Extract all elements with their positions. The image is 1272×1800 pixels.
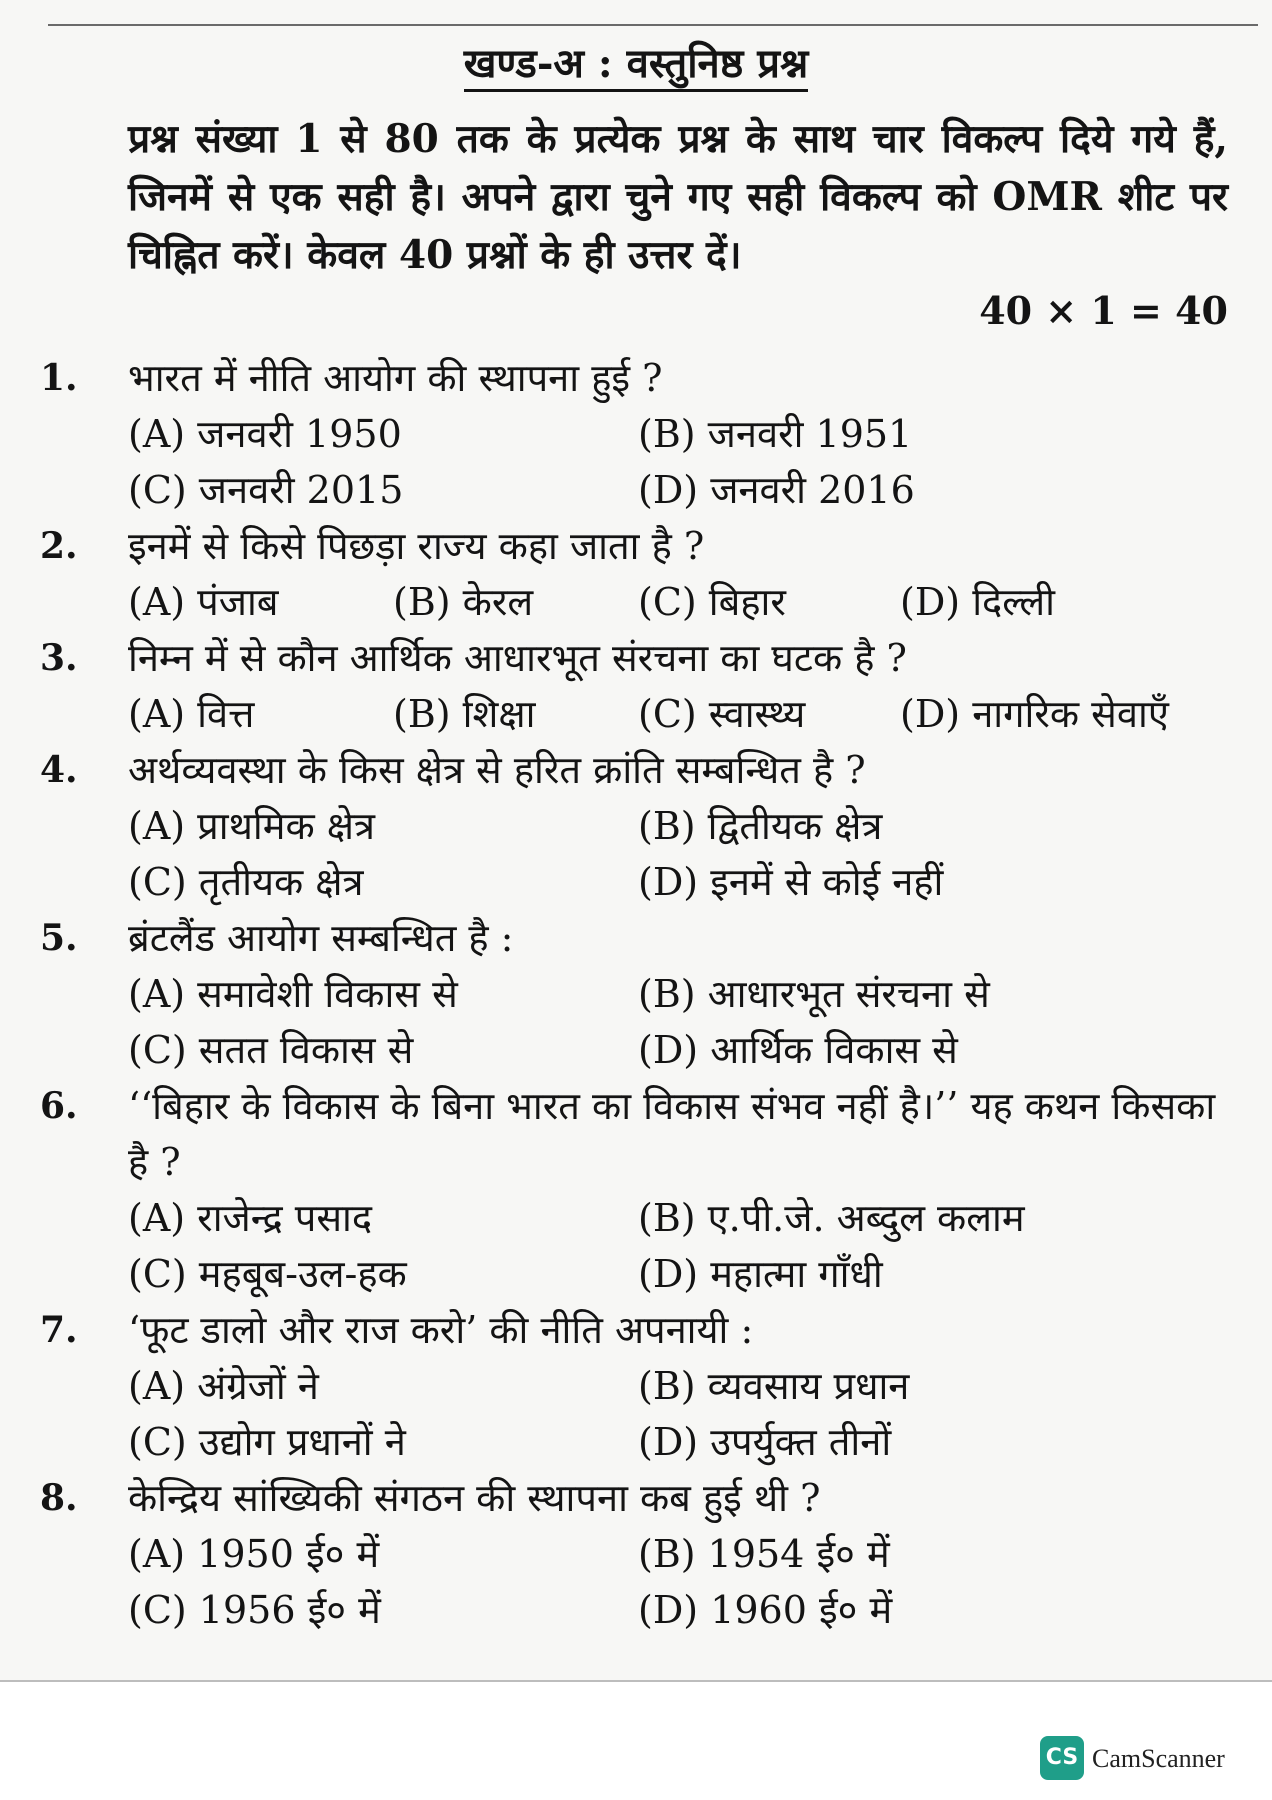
options bbox=[128, 406, 1240, 518]
camscanner-watermark: CamScanner bbox=[1092, 1744, 1225, 1773]
question-5 bbox=[40, 910, 1240, 1078]
option-c: (C) स्वास्थ्य bbox=[638, 692, 806, 736]
option-c: (C) बिहार bbox=[638, 580, 786, 624]
question-text: ‘फूट डालो और राज करो’ की नीति अपनायी : bbox=[128, 1308, 754, 1352]
question-2 bbox=[40, 518, 1240, 630]
option-a: (A) अंग्रेजों ने bbox=[128, 1364, 319, 1408]
question-8 bbox=[40, 1470, 1240, 1638]
question-text: निम्न में से कौन आर्थिक आधारभूत संरचना का घटक है ? bbox=[128, 636, 907, 680]
question-text: ‘‘बिहार के विकास के बिना भारत का विकास संभव नहीं है।’’ यह कथन किसका है ? bbox=[128, 1084, 1216, 1184]
question-number: 6. bbox=[40, 1085, 78, 1127]
section-title: खण्ड-अ : वस्तुनिष्ठ प्रश्न bbox=[0, 38, 1272, 90]
question-1 bbox=[40, 350, 1240, 518]
option-a: (A) राजेन्द्र पसाद bbox=[128, 1196, 373, 1240]
question-number: 2. bbox=[40, 525, 78, 567]
option-d: (D) महात्मा गाँधी bbox=[638, 1252, 883, 1296]
option-c: (C) उद्योग प्रधानों ने bbox=[128, 1420, 406, 1464]
option-d: (D) इनमें से कोई नहीं bbox=[638, 860, 944, 904]
question-number: 7. bbox=[40, 1309, 78, 1351]
option-d: (D) जनवरी 2016 bbox=[638, 468, 915, 512]
top-divider bbox=[48, 24, 1258, 26]
options bbox=[128, 574, 1240, 630]
option-a: (A) वित्त bbox=[128, 692, 255, 736]
question-3 bbox=[40, 630, 1240, 742]
option-c: (C) तृतीयक क्षेत्र bbox=[128, 860, 364, 904]
option-c: (C) जनवरी 2015 bbox=[128, 468, 404, 512]
option-d: (D) आर्थिक विकास से bbox=[638, 1028, 958, 1072]
options bbox=[128, 966, 1240, 1078]
option-d: (D) नागरिक सेवाएँ bbox=[900, 692, 1169, 736]
option-c: (C) महबूब-उल-हक bbox=[128, 1252, 407, 1296]
options bbox=[128, 1358, 1240, 1470]
option-a: (A) समावेशी विकास से bbox=[128, 972, 458, 1016]
question-text: अर्थव्यवस्था के किस क्षेत्र से हरित क्रांति सम्बन्धित है ? bbox=[128, 748, 866, 792]
question-text: इनमें से किसे पिछड़ा राज्य कहा जाता है ? bbox=[128, 524, 705, 568]
option-d: (D) 1960 ई० में bbox=[638, 1588, 893, 1632]
option-a: (A) पंजाब bbox=[128, 580, 279, 624]
option-a: (A) 1950 ई० में bbox=[128, 1532, 380, 1576]
option-b: (B) ए.पी.जे. अब्दुल कलाम bbox=[638, 1196, 1025, 1240]
options bbox=[128, 798, 1240, 910]
option-b: (B) व्यवसाय प्रधान bbox=[638, 1364, 910, 1408]
question-7 bbox=[40, 1302, 1240, 1470]
question-number: 5. bbox=[40, 917, 78, 959]
options bbox=[128, 1190, 1240, 1302]
options bbox=[128, 686, 1240, 742]
option-b: (B) केरल bbox=[393, 580, 534, 624]
question-4 bbox=[40, 742, 1240, 910]
question-number: 3. bbox=[40, 637, 78, 679]
marks-label: 40 × 1 = 40 bbox=[979, 288, 1228, 333]
instructions-text: प्रश्न संख्या 1 से 80 तक के प्रत्येक प्रश्न के साथ चार विकल्प दिये गये हैं, जिनमें से एक सही है। अपने द्वारा चुने गए सही विकल्प को OMR शीट पर चिह्नित करें। केवल 40 प्रश्नों के ही उत्तर दें। bbox=[128, 116, 1228, 278]
option-c: (C) 1956 ई० में bbox=[128, 1588, 381, 1632]
option-a: (A) प्राथमिक क्षेत्र bbox=[128, 804, 375, 848]
question-6 bbox=[40, 1078, 1240, 1302]
question-text: ब्रंटलैंड आयोग सम्बन्धित है : bbox=[128, 916, 514, 960]
option-b: (B) द्वितीयक क्षेत्र bbox=[638, 804, 883, 848]
question-text: भारत में नीति आयोग की स्थापना हुई ? bbox=[128, 356, 663, 400]
option-b: (B) 1954 ई० में bbox=[638, 1532, 890, 1576]
question-number: 1. bbox=[40, 357, 78, 399]
option-c: (C) सतत विकास से bbox=[128, 1028, 414, 1072]
option-b: (B) शिक्षा bbox=[393, 692, 536, 736]
option-b: (B) आधारभूत संरचना से bbox=[638, 972, 990, 1016]
option-b: (B) जनवरी 1951 bbox=[638, 412, 913, 456]
option-a: (A) जनवरी 1950 bbox=[128, 412, 402, 456]
question-number: 8. bbox=[40, 1477, 78, 1519]
question-list bbox=[40, 350, 1240, 1638]
options bbox=[128, 1526, 1240, 1638]
option-d: (D) दिल्ली bbox=[900, 580, 1055, 624]
question-text: केन्द्रिय सांख्यिकी संगठन की स्थापना कब हुई थी ? bbox=[128, 1476, 821, 1520]
camscanner-logo-icon: CS bbox=[1040, 1736, 1084, 1780]
question-number: 4. bbox=[40, 749, 78, 791]
option-d: (D) उपर्युक्त तीनों bbox=[638, 1420, 892, 1464]
